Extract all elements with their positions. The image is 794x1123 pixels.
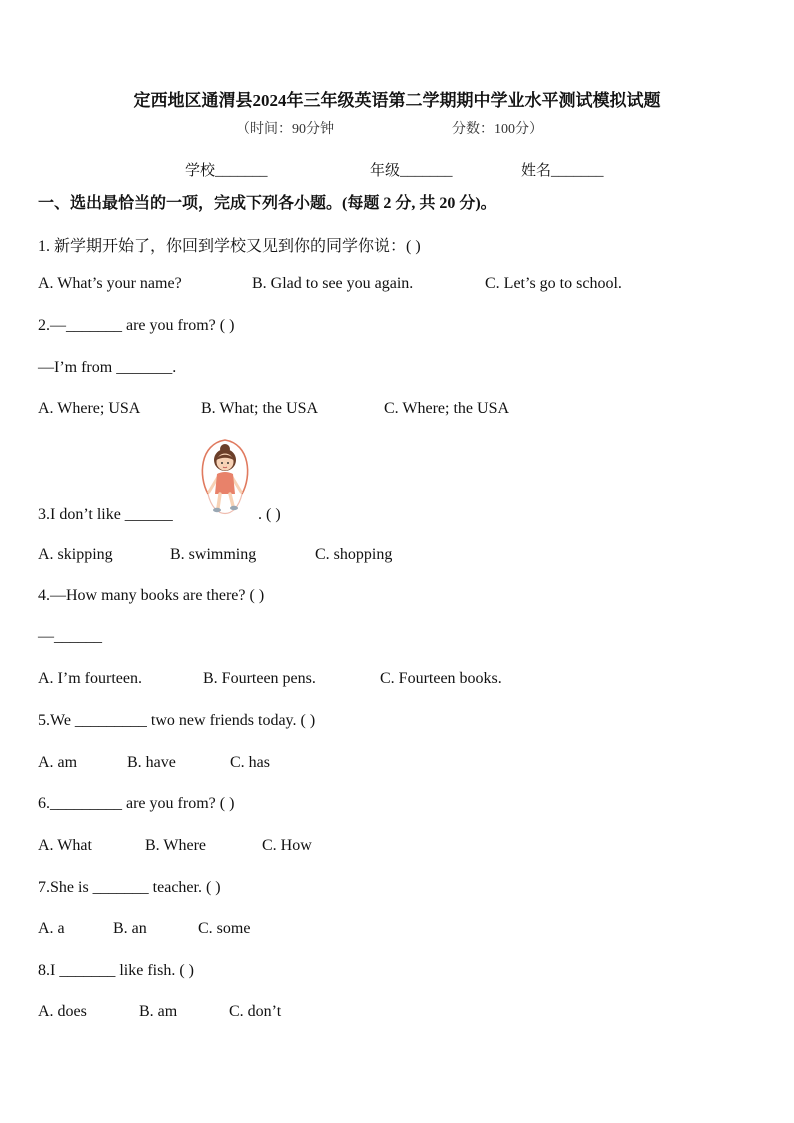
girl-skipping-rope-image [196,436,254,522]
question-5-stem: 5.We _________ two new friends today. ( ) [38,712,316,729]
option-a: A. What [38,837,92,854]
question-7-stem: 7.She is _______ teacher. ( ) [38,879,221,896]
question-8-options [38,1003,281,1021]
option-a: A. Where; USA [38,400,141,417]
question-4-stem-line2: —______ [38,628,102,645]
option-a: A. I’m fourteen. [38,670,142,687]
question-4-stem: 4.—How many books are there? ( ) [38,587,265,604]
question-2-stem: 2.—_______ are you from? ( ) [38,317,235,334]
option-a: A. skipping [38,546,113,563]
question-3-stem: 3.I don’t like ______ [38,506,173,523]
option-c: C. shopping [315,546,393,563]
option-c: C. Fourteen books. [380,670,502,687]
option-c: C. How [262,837,312,854]
school-field: 学校_______ [185,163,268,179]
exam-time: （时间：90分钟 [236,122,334,137]
question-8-stem: 8.I _______ like fish. ( ) [38,962,194,979]
name-field: 姓名_______ [521,163,604,179]
page-title: 定西地区通渭县2024年三年级英语第二学期期中学业水平测试模拟试题 [133,91,661,110]
option-b: B. What; the USA [201,400,319,417]
exam-score: 分数：100分） [452,122,543,137]
question-4-options [38,670,502,688]
option-b: B. am [139,1003,178,1020]
option-a: A. am [38,754,78,771]
question-5-options [38,754,270,772]
question-2-options [38,400,509,418]
grade-field: 年级_______ [370,163,453,179]
question-6-stem: 6._________ are you from? ( ) [38,795,235,812]
option-b: B. have [127,754,176,771]
option-b: B. swimming [170,546,257,563]
option-c: C. Let’s go to school. [485,275,622,292]
question-3-options [38,546,392,564]
option-c: C. Where; the USA [384,400,510,417]
question-7-options [38,920,250,938]
option-a: A. a [38,920,65,937]
section-title: 一、选出最恰当的一项，完成下列各小题。(每题 2 分, 共 20 分)。 [38,195,497,212]
option-b: B. Fourteen pens. [203,670,316,687]
option-c: C. has [230,754,270,771]
option-b: B. an [113,920,147,937]
question-6-options [38,837,312,855]
option-b: B. Where [145,837,207,854]
question-2-stem-line2: —I’m from _______. [38,359,177,376]
option-a: A. does [38,1003,87,1020]
option-a: A. What’s your name? [38,275,182,292]
option-c: C. some [198,920,251,937]
question-1-options [38,275,622,293]
option-b: B. Glad to see you again. [252,275,414,292]
question-3-stem-end: . ( ) [258,506,281,523]
question-1-stem: 1. 新学期开始了，你回到学校又见到你的同学你说：( ) [38,238,421,255]
option-c: C. don’t [229,1003,282,1020]
